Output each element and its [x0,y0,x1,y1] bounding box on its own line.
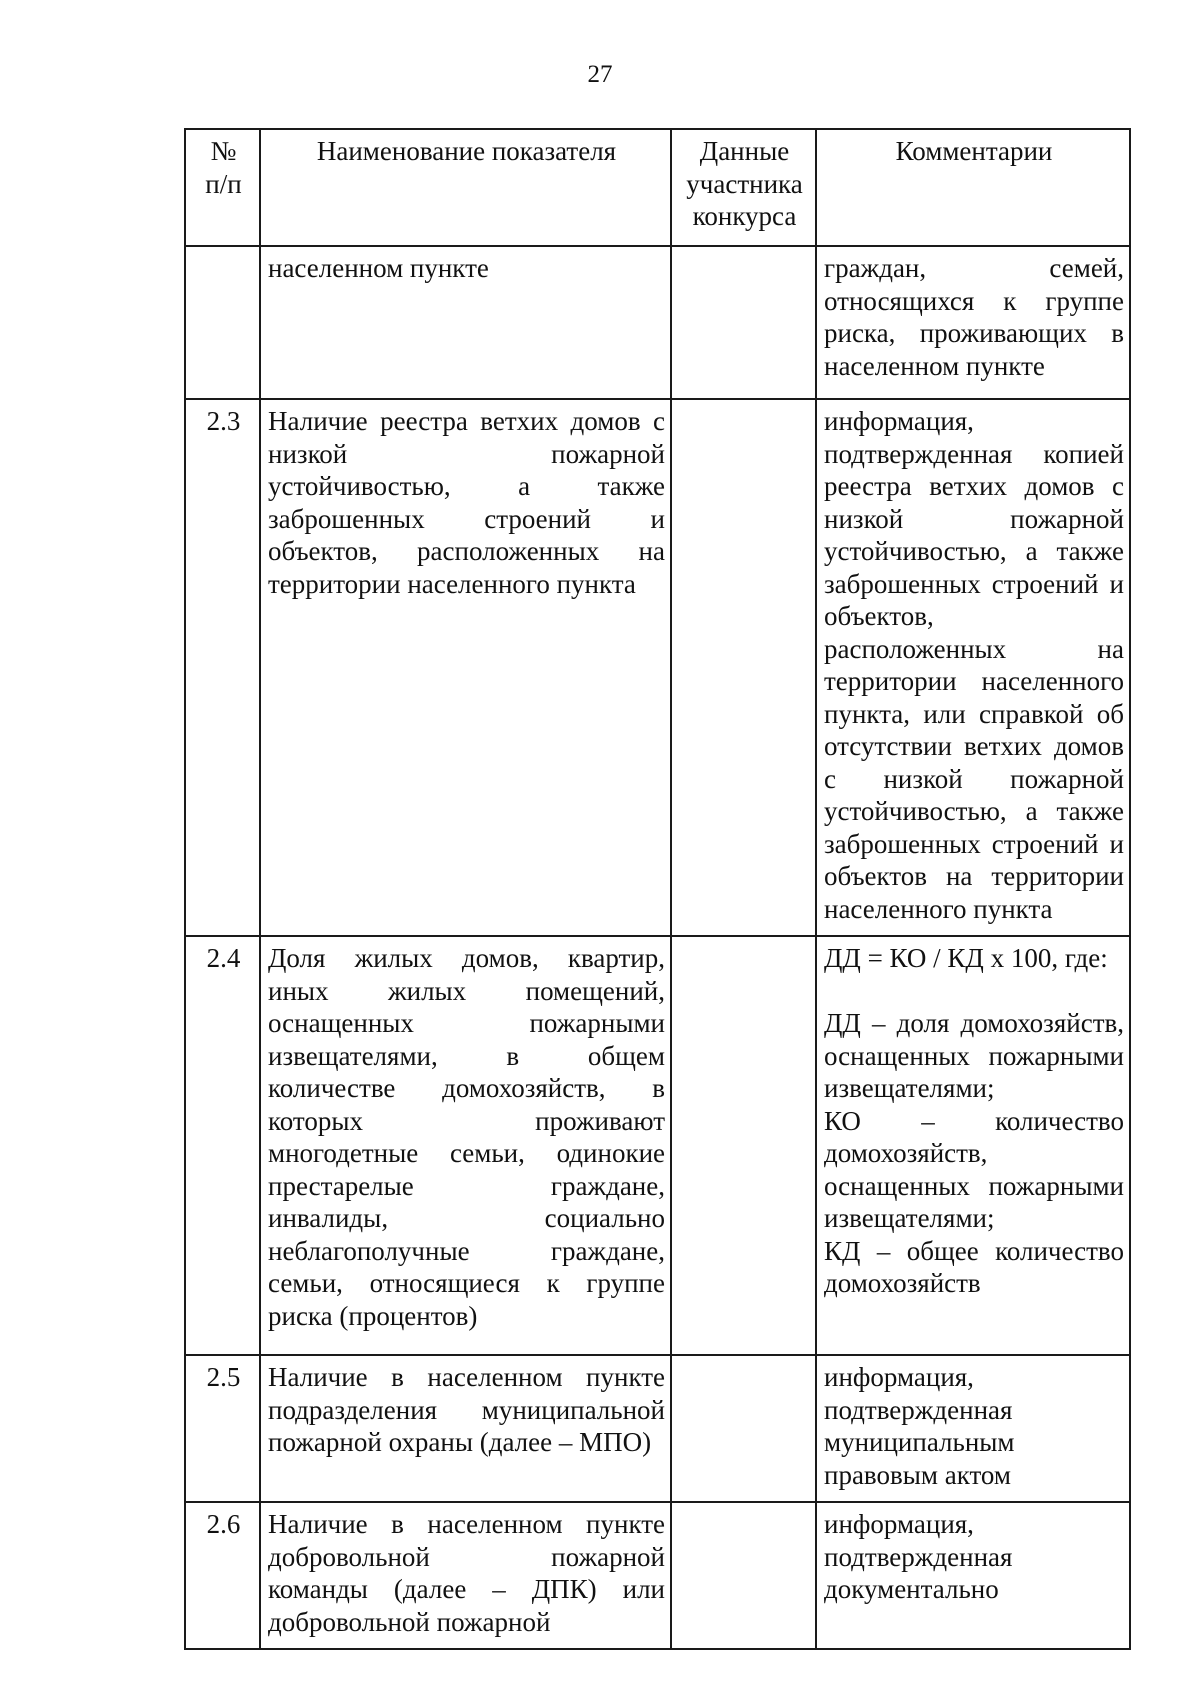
cell-line: информация, [824,406,974,436]
cell-line: пожарной охраны (далее – МПО) [268,1427,652,1457]
cell-line: ДД = КО / КД х 100, где: [824,943,1108,973]
header-participant-line: Данные [699,136,790,166]
participant-data-cell [671,936,816,1355]
cell-line: иных жилых помещений, [268,975,665,1006]
cell-line: устойчивостью, а также [268,471,665,501]
cell-line: населенного пункта [824,893,1053,924]
cell-line: отсутствии ветхих домов [824,731,1124,761]
cell-line: извещателями; [824,1203,995,1233]
cell-line [824,975,1124,1008]
row-number: 2.4 [185,936,260,1355]
table-header-row [185,129,1130,246]
cell-line: подтвержденная копией [824,438,1124,469]
table-row [185,936,1130,1355]
cell-line: информация, [824,1509,974,1539]
cell-line: низкой пожарной [824,503,1124,534]
header-participant-line: участника [686,168,803,199]
comment-cell [816,246,1130,399]
cell-line: Доля жилых домов, квартир, [268,943,665,973]
row-number: 2.5 [185,1355,260,1502]
page-number: 27 [587,61,613,88]
cell-line: территории населенного пункта [268,568,636,599]
indicator-name [260,1355,671,1502]
table-row [185,1502,1130,1649]
table-row [185,1355,1130,1502]
participant-data-cell [671,1502,816,1649]
comment-cell [816,1355,1130,1502]
comment-cell [816,936,1130,1355]
cell-line: населенном пункте [268,253,489,283]
cell-line: КД – общее количество [824,1235,1124,1266]
cell-line: информация, [824,1362,974,1392]
cell-line: заброшенных строений и [824,828,1124,859]
cell-line: объектов на территории [824,861,1124,891]
header-participant-data [671,129,816,246]
cell-line: количестве домохозяйств, в [268,1073,665,1103]
row-number: 2.3 [185,399,260,936]
header-comments: Комментарии [816,129,1130,246]
cell-line: граждан, семей, [824,253,1124,283]
cell-line: престарелые граждане, [268,1170,665,1201]
cell-line: правовым актом [824,1459,1011,1490]
cell-line: риска, проживающих в [824,318,1124,348]
header-number-line: п/п [205,168,242,199]
table-row [185,246,1130,399]
cell-line: подтвержденная [824,1541,1013,1572]
cell-line: семьи, относящиеся к группе [268,1268,665,1298]
comment-cell [816,1502,1130,1649]
cell-line: домохозяйств, [824,1138,988,1168]
participant-data-cell [671,399,816,936]
cell-line: ДД – доля домохозяйств, [824,1008,1124,1038]
indicator-name [260,936,671,1355]
cell-line: пункта, или справкой об [824,698,1124,729]
cell-line: команды (далее – ДПК) или [268,1574,665,1604]
cell-line: населенном пункте [824,350,1045,381]
cell-line: заброшенных строений и [268,503,665,534]
cell-line: извещателями; [824,1073,995,1103]
cell-line: добровольной пожарной [268,1606,551,1637]
row-number [185,246,260,399]
header-number-line: № [210,136,237,166]
cell-line: инвалиды, социально [268,1203,665,1233]
cell-line: оснащенных пожарными [824,1170,1124,1201]
cell-line: извещателями, в общем [268,1040,665,1071]
comment-cell [816,399,1130,936]
indicator-name [260,246,671,399]
participant-data-cell [671,246,816,399]
cell-line: заброшенных строений и [824,568,1124,599]
cell-line: оснащенных пожарными [268,1008,665,1038]
header-participant-line: конкурса [692,201,797,231]
indicator-name [260,399,671,936]
cell-line: объектов, расположенных на [268,536,665,566]
cell-line: Наличие реестра ветхих домов с [268,406,665,436]
cell-line: которых проживают [268,1105,665,1136]
cell-line: добровольной пожарной [268,1541,665,1572]
cell-line: домохозяйств [824,1268,981,1298]
participant-data-cell [671,1355,816,1502]
cell-line: реестра ветхих домов с [824,471,1124,501]
cell-line: территории населенного [824,666,1124,696]
cell-line: Наличие в населенном пункте [268,1362,665,1392]
cell-line: объектов, [824,601,934,631]
indicator-name [260,1502,671,1649]
header-number [185,129,260,246]
table-row [185,399,1130,936]
cell-line: риска (процентов) [268,1300,478,1331]
cell-line: относящихся к группе [824,285,1124,316]
cell-line: муниципальным [824,1427,1015,1457]
cell-line: документально [824,1574,999,1604]
cell-line: устойчивостью, а также [824,536,1124,566]
cell-line: многодетные семьи, одинокие [268,1138,665,1168]
row-number: 2.6 [185,1502,260,1649]
cell-line: КО – количество [824,1105,1124,1136]
cell-line: оснащенных пожарными [824,1040,1124,1071]
cell-line: неблагополучные граждане, [268,1235,665,1266]
cell-line: Наличие в населенном пункте [268,1509,665,1539]
cell-line: устойчивостью, а также [824,796,1124,826]
cell-line: с низкой пожарной [824,763,1124,794]
cell-line: расположенных на [824,633,1124,664]
header-indicator-name: Наименование показателя [260,129,671,246]
cell-line: подтвержденная [824,1394,1013,1425]
indicators-table [184,128,1131,1650]
cell-line: подразделения муниципальной [268,1394,665,1425]
cell-line: низкой пожарной [268,438,665,469]
